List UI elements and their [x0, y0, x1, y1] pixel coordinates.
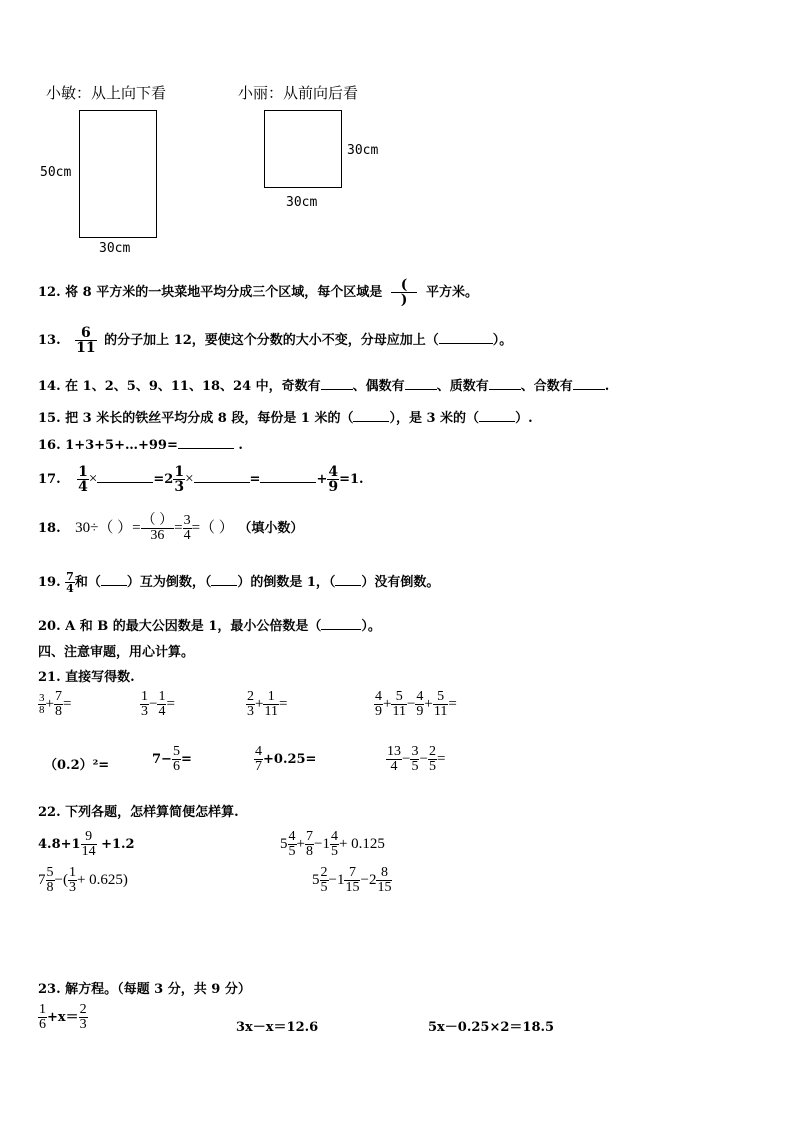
fraction-6-11: $\frac{6}{11}$ [76, 325, 96, 356]
right-view-caption: 小丽：从前向后看 [238, 84, 359, 102]
odd-blank[interactable] [321, 389, 353, 390]
answer-blank-1[interactable] [353, 421, 389, 422]
answer-blank-3[interactable] [335, 585, 361, 586]
answer-blank[interactable] [178, 448, 234, 449]
question-23-title: 23. 解方程。（每题 3 分，共 9 分） [38, 982, 251, 997]
answer-blank-2[interactable] [211, 585, 237, 586]
answer-fraction-blank[interactable]: $\frac{( )}{36}$ [141, 513, 174, 543]
calc-7: $\frac{4}{7}$ +0.25= [255, 744, 317, 774]
answer-blank[interactable] [321, 629, 361, 630]
left-view-caption: 小敏：从上向下看 [46, 84, 167, 102]
simplify-1: 4.8+1 $\frac{9}{14}$ +1.2 [38, 829, 135, 859]
question-21-title: 21. 直接写得数. [38, 670, 135, 685]
question-number: 12. [38, 285, 61, 300]
question-22-title: 22. 下列各题，怎样算简便怎样算. [38, 805, 239, 820]
right-width-label: 30cm [286, 195, 318, 210]
question-14: 14. 在 1、2、5、9、11、18、24 中，奇数有 、偶数有 、质数有 、合数有 . [38, 379, 610, 394]
calc-3: $\frac{2}{3}$ + $\frac{1}{11}$ = [247, 689, 288, 719]
calc-5: （0.2）²= [44, 758, 110, 773]
question-19: 19. $\frac{7}{4}$ 和（ ）互为倒数，（ ）的倒数是 1，（ ）没有倒数。 [38, 570, 440, 595]
question-13: 13. $\frac{6}{11}$ 的分子加上 12，要使这个分数的大小不变，分母应加上（ ）。 [38, 325, 513, 356]
question-15: 15. 把 3 米长的铁丝平均分成 8 段，每份是 1 米的（ ），是 3 米的（ ）. [38, 411, 533, 426]
calc-4: $\frac{4}{9}$ + $\frac{5}{11}$ − $\frac{4}{9}$ + $\frac{5}{11}$ = [375, 689, 457, 719]
answer-blank-2[interactable] [479, 421, 515, 422]
equation-2: 3x－x＝12.6 [236, 1020, 319, 1035]
question-20: 20. A 和 B 的最大公因数是 1，最小公倍数是（ ）。 [38, 619, 381, 634]
top-view-rectangle [79, 110, 157, 238]
answer-blank-2[interactable] [194, 482, 250, 483]
composite-blank[interactable] [573, 389, 605, 390]
prime-blank[interactable] [489, 389, 521, 390]
section-4-heading: 四、注意审题，用心计算。 [38, 645, 195, 660]
equation-3: 5x－0.25×2＝18.5 [428, 1020, 555, 1035]
simplify-3: 7 $\frac{5}{8}$ −( $\frac{1}{3}$ + 0.625) [38, 865, 128, 895]
answer-blank-1[interactable] [101, 585, 127, 586]
calc-6: 7− $\frac{5}{6}$ = [152, 744, 192, 774]
left-height-label: 50cm [40, 165, 72, 180]
calc-2: $\frac{1}{3}$ − $\frac{1}{4}$ = [141, 689, 175, 719]
calc-1: $\frac{3}{8}$ + $\frac{7}{8}$ = [39, 689, 72, 719]
answer-blank-3[interactable] [260, 482, 316, 483]
right-height-label: 30cm [347, 143, 379, 158]
question-number: 13. [38, 333, 61, 348]
question-text: 的分子加上 12，要使这个分数的大小不变，分母应加上（ [104, 333, 439, 348]
answer-blank-1[interactable] [97, 482, 153, 483]
even-blank[interactable] [405, 389, 437, 390]
question-18: 18. 30÷（ ）= $\frac{( )}{36}$ = $\frac{3}{4}$ =（ ） （填小数） [38, 513, 304, 543]
answer-blank[interactable] [439, 343, 493, 344]
question-17: 17. $\frac{1}{4}$ × =2 $\frac{1}{3}$ × = + $\frac{4}{9}$ =1. [38, 464, 364, 495]
question-text: 将 8 平方米的一块菜地平均分成三个区域，每个区域是 [65, 285, 383, 300]
equation-1: $\frac{1}{6}$ +x＝ $\frac{2}{3}$ [39, 1002, 87, 1032]
left-width-label: 30cm [99, 241, 131, 256]
calc-8: $\frac{13}{4}$ − $\frac{3}{5}$ − $\frac{2}{5}$ = [387, 744, 446, 774]
question-12 [38, 278, 478, 307]
simplify-4: 5 $\frac{2}{5}$ −1 $\frac{7}{15}$ −2 $\frac{8}{15}$ [312, 865, 392, 895]
front-view-square [264, 110, 342, 188]
simplify-2: 5 $\frac{4}{5}$ + $\frac{7}{8}$ −1 $\frac{4}{5}$ + 0.125 [280, 829, 385, 859]
question-text-end: 平方米。 [425, 285, 478, 300]
answer-fraction-blank[interactable]: $\frac{(}{)}$ [391, 278, 418, 307]
question-16: 16. 1+3+5+…+99= . [38, 438, 243, 453]
